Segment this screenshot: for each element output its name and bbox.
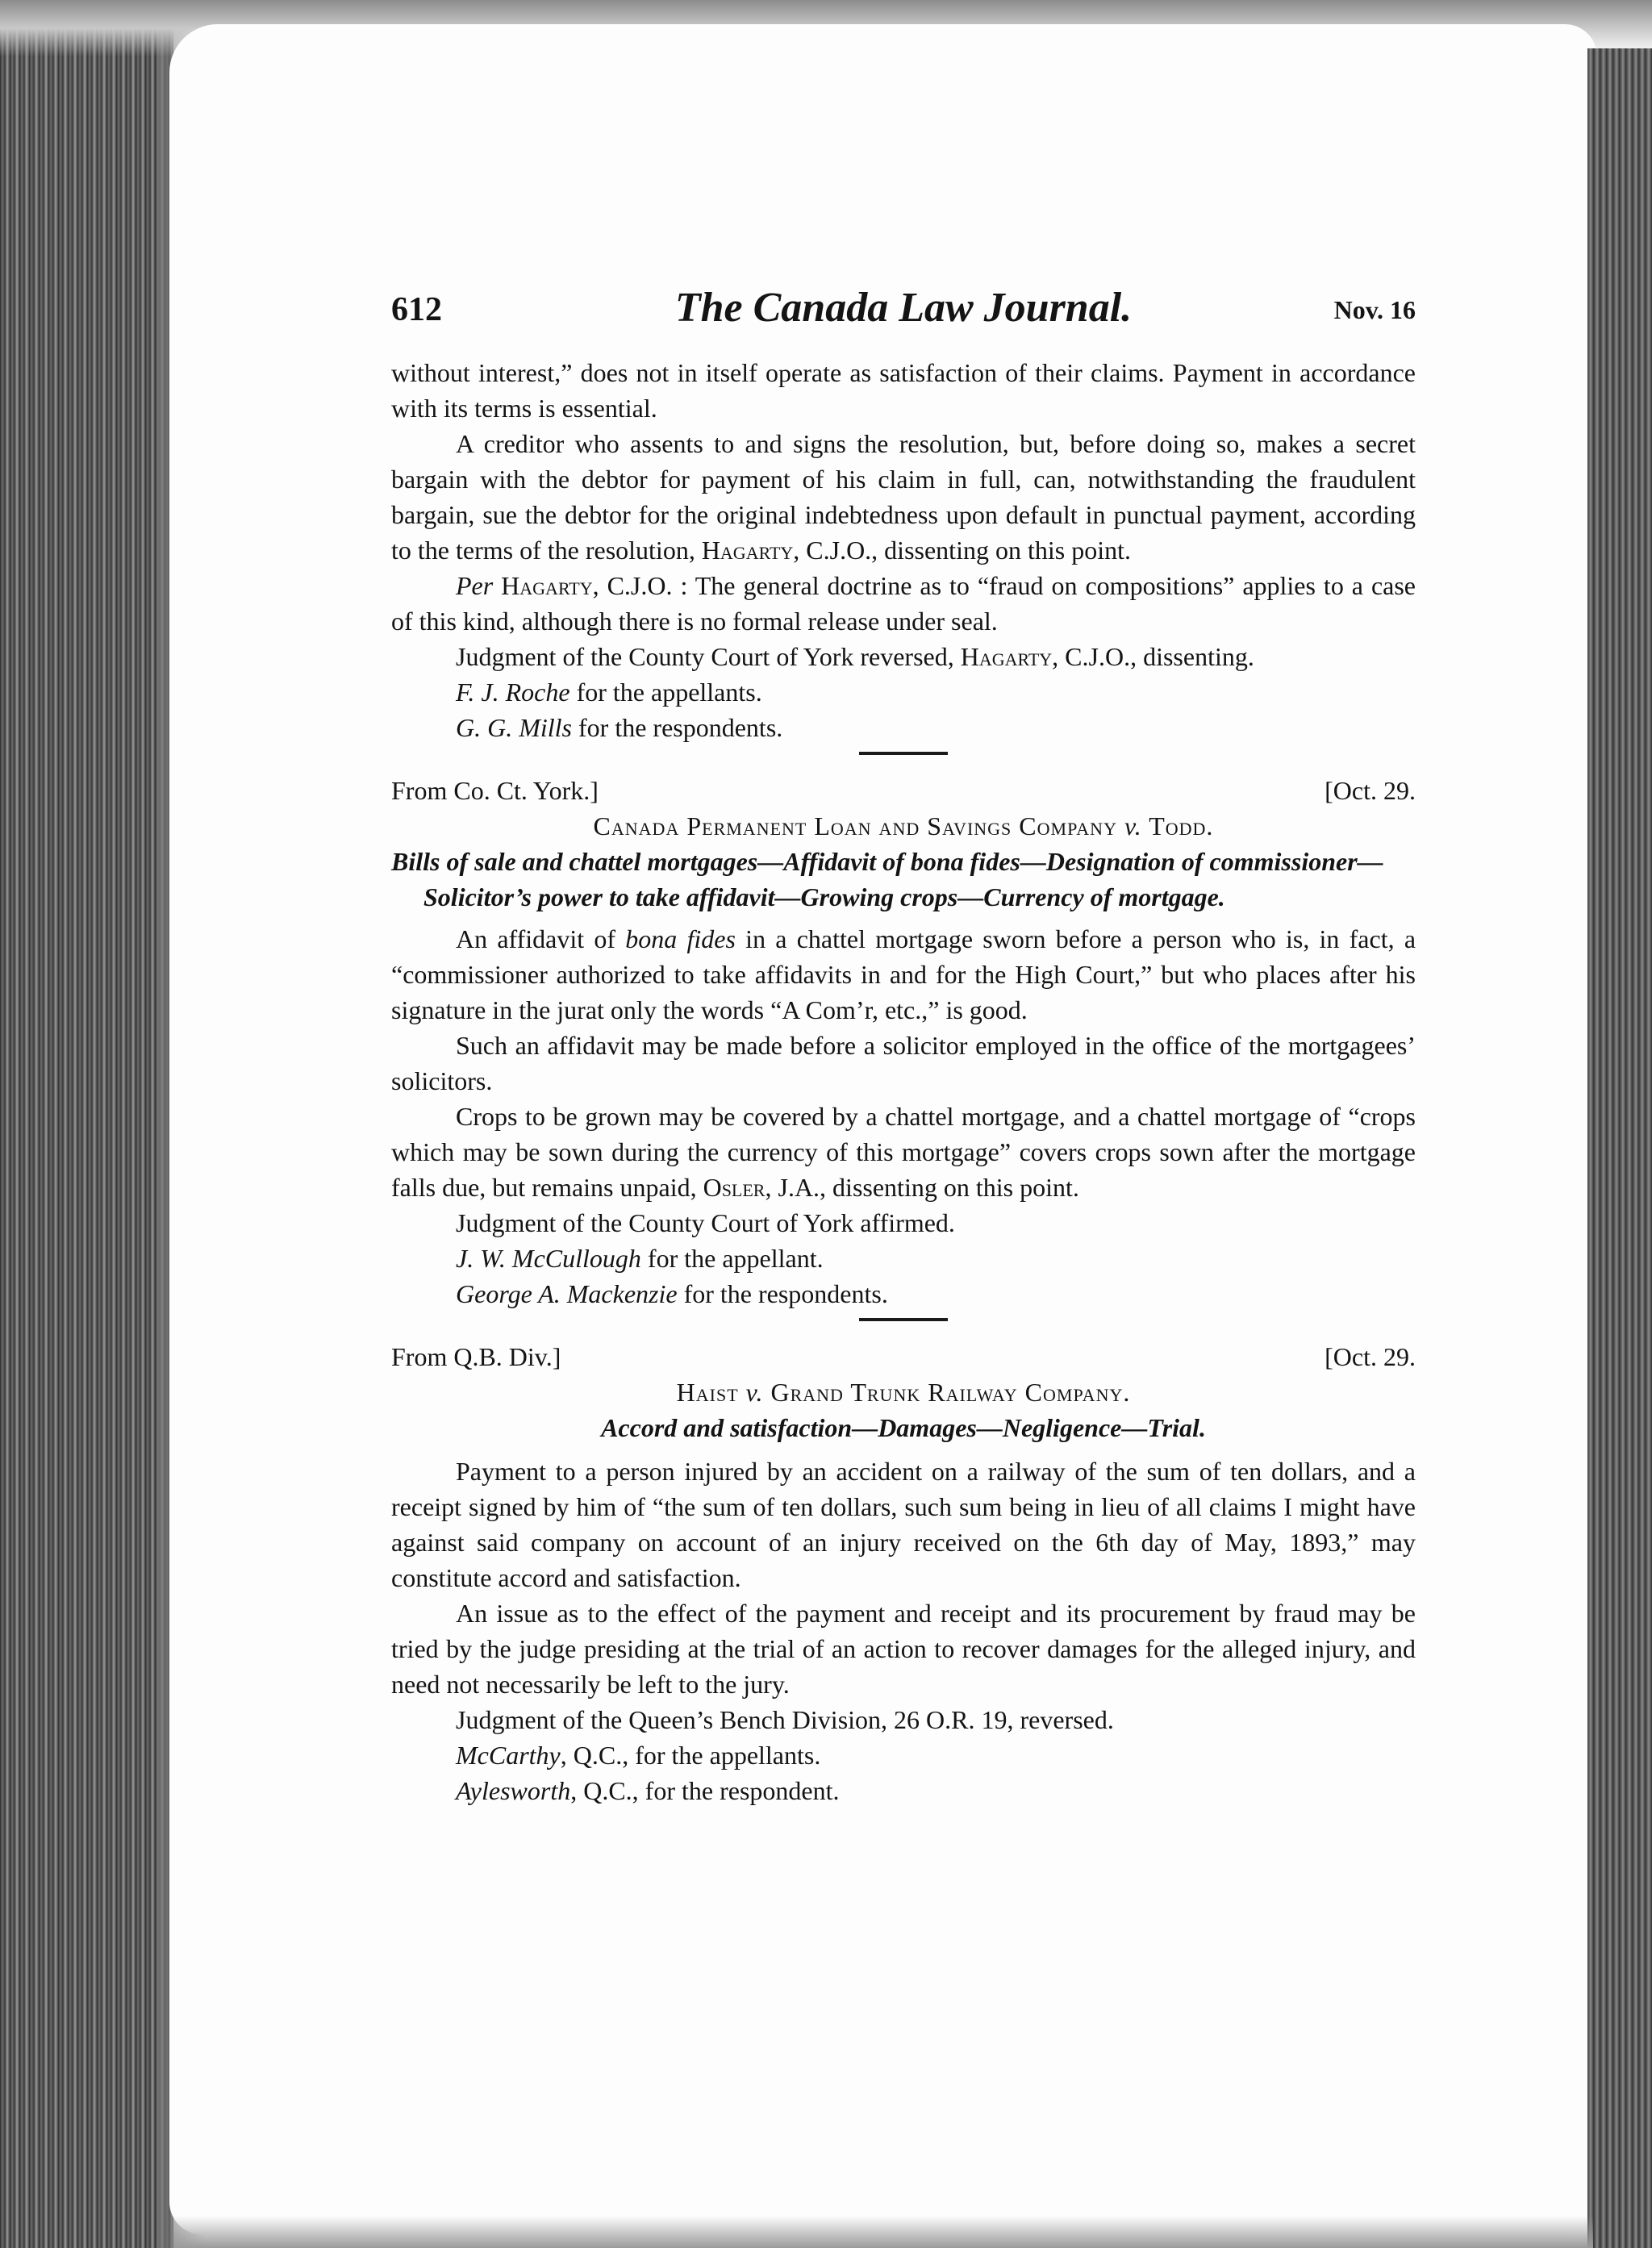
section-divider xyxy=(859,752,948,755)
judge-name: Hagarty xyxy=(960,642,1053,671)
case-1-paragraph-opening: without interest,” does not in itself operate as satisfaction of their claims. Payment in accordance with its terms is essential. xyxy=(391,358,1416,423)
counsel-line: F. J. Roche for the appellants. xyxy=(456,678,762,707)
case-3-headnote: Accord and satisfaction—Damages—Negligence—Trial. xyxy=(601,1413,1206,1442)
case-2-court-line xyxy=(391,773,1416,808)
court-from: From Co. Ct. York.] xyxy=(391,776,599,805)
case-3-court-line xyxy=(391,1339,1416,1374)
case-3-judgment: Judgment of the Queen’s Bench Division, 26 O.R. 19, reversed. xyxy=(456,1705,1114,1734)
case-2-title: Canada Permanent Loan and Savings Company v. Todd. xyxy=(593,811,1214,840)
case-1-judgment: Judgment of the County Court of York reversed, Hagarty, C.J.O., dissenting. xyxy=(456,642,1254,671)
judge-name: Hagarty xyxy=(501,571,593,600)
case-1-paragraph-creditor: A creditor who assents to and signs the resolution, but, before doing so, makes a secret bargain with the debtor for payment of his claim in full, can, notwithstanding the fraudulent bargain, sue the debtor for the original indebtedness upon default in punctual payment, according to the terms of the resolution, Hagarty, C.J.O., dissenting on this point. xyxy=(391,429,1416,565)
counsel-line: George A. Mackenzie for the respondents. xyxy=(456,1279,888,1308)
case-2-headnote: Bills of sale and chattel mortgages—Affidavit of bona fides—Designation of commissioner—Solicitor’s power to take affidavit—Growing crops—Currency of mortgage. xyxy=(391,847,1383,911)
scan-bottom-edge xyxy=(173,2216,1593,2248)
counsel-line: Aylesworth, Q.C., for the respondent. xyxy=(456,1776,840,1805)
counsel-line: J. W. McCullough for the appellant. xyxy=(456,1244,824,1273)
case-1-paragraph-per: Per Hagarty, C.J.O. : The general doctrine as to “fraud on compositions” applies to a case of this kind, although there is no formal release under seal. xyxy=(391,571,1416,636)
decision-date: [Oct. 29. xyxy=(1325,776,1416,805)
running-header xyxy=(391,284,1416,332)
section-divider xyxy=(859,1318,948,1321)
case-1-section xyxy=(391,355,1416,1808)
court-from: From Q.B. Div.] xyxy=(391,1342,561,1371)
decision-date: [Oct. 29. xyxy=(1325,1342,1416,1371)
counsel-line: G. G. Mills for the respondents. xyxy=(456,713,783,742)
case-3-title: Haist v. Grand Trunk Railway Company. xyxy=(676,1378,1131,1407)
scan-right-edge xyxy=(1587,48,1652,2248)
counsel-line: McCarthy, Q.C., for the appellants. xyxy=(456,1741,821,1770)
case-2-judgment: Judgment of the County Court of York affirmed. xyxy=(456,1208,955,1237)
journal-title: The Canada Law Journal. xyxy=(674,285,1133,331)
case-3-paragraph-1: Payment to a person injured by an accident on a railway of the sum of ten dollars, and a receipt signed by him of “the sum of ten dollars, such sum being in lieu of all claims I might have against said company on account of an injury received on the 6th day of May, 1893,” may constitute accord and satisfaction. xyxy=(391,1457,1416,1592)
issue-date: Nov. 16 xyxy=(1333,295,1416,324)
case-2-paragraph-3: Crops to be grown may be covered by a chattel mortgage, and a chattel mortgage of “crops which may be sown during the currency of this mortgage” covers crops sown after the mortgage falls due, but remains unpaid, Osler, J.A., dissenting on this point. xyxy=(391,1102,1416,1202)
case-2-paragraph-1: An affidavit of bona fides in a chattel mortgage sworn before a person who is, in fact, a “commissioner authorized to take affidavits in and for the High Court,” but who places after his signature in the jurat only the words “A Com’r, etc.,” is good. xyxy=(391,924,1416,1024)
scan-left-edge xyxy=(0,0,173,2248)
judge-name: Osler xyxy=(703,1173,766,1202)
page-number: 612 xyxy=(391,291,442,328)
case-3-paragraph-2: An issue as to the effect of the payment and receipt and its procurement by fraud may be tried by the judge presiding at the trial of an action to recover damages for the alleged injury, and need not necessarily be left to the jury. xyxy=(391,1599,1416,1699)
case-2-paragraph-2: Such an affidavit may be made before a solicitor employed in the office of the mortgagees’ solicitors. xyxy=(391,1031,1416,1095)
judge-name: Hagarty xyxy=(701,536,794,565)
